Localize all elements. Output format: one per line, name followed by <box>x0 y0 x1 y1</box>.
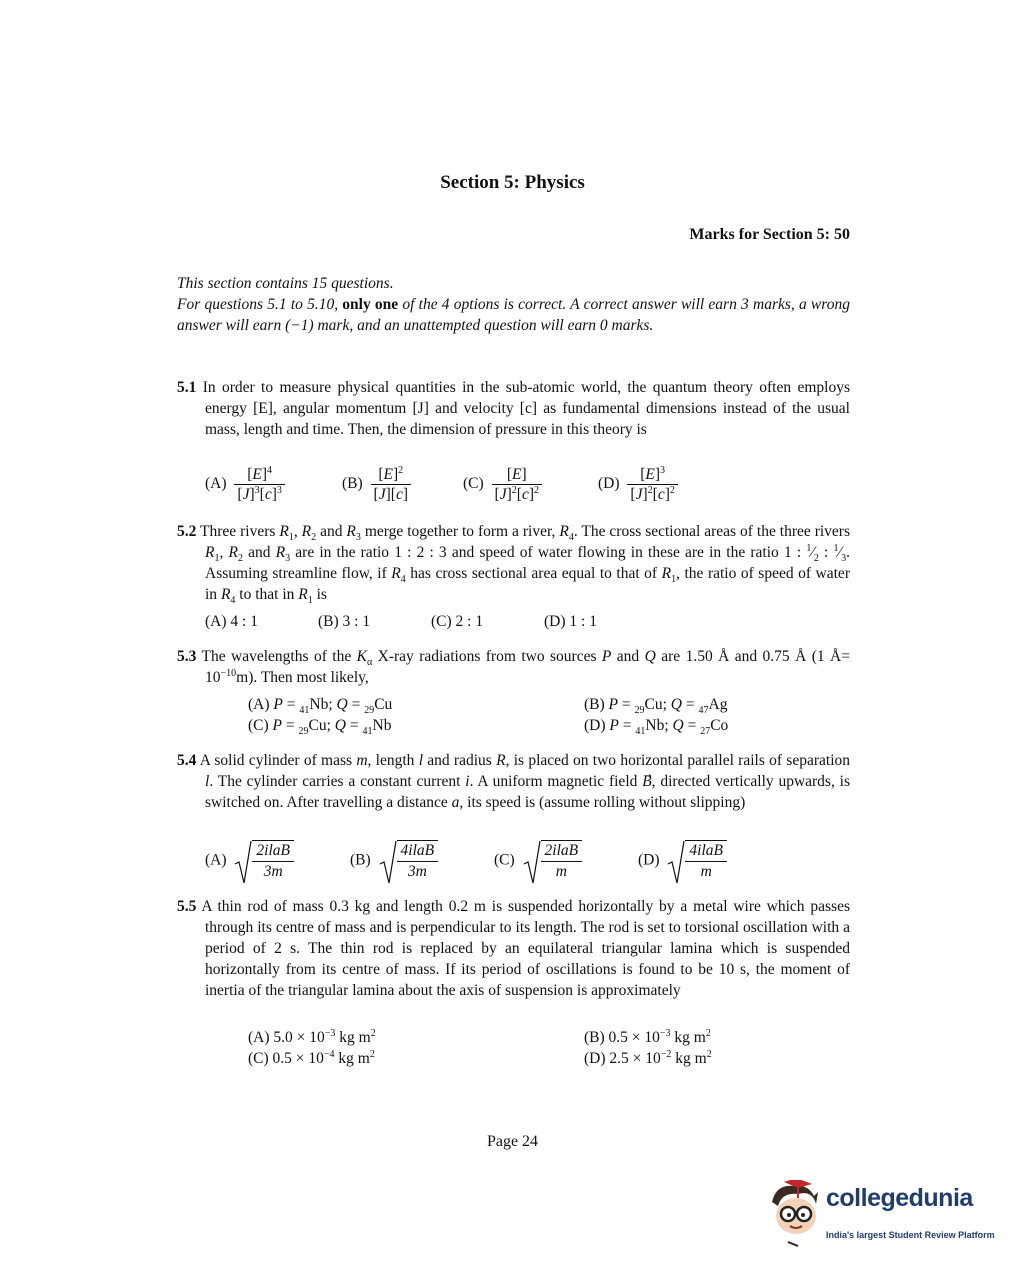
option-5-1-a: (A) $\frac{[E]^4}{[J]^3[c]^3}$ <box>205 465 285 504</box>
option-5-3-b: (B) P = $_{29}$Cu; Q = $_{47}$Ag <box>584 696 728 717</box>
option-5-5-a: (A) $5.0 \times 10^{-3}$ kg $m^2$ <box>248 1027 376 1046</box>
section-title: Section 5: Physics <box>440 172 585 193</box>
mascot-icon <box>768 1180 824 1250</box>
option-5-4-b: (B) 4ilaB 3m <box>350 840 438 882</box>
question-5-5: 5.5 A thin rod of mass 0.3 kg and length 0.2 m is suspended horizontally by a metal wire which passes through its centre of mass and is perpendicular to its length. The rod is set to torsional oscillation with a period of 2 s. The thin rod is replaced by an equilateral triangular lamina which is suspended horizontally from its centre of mass. If its period of oscillations is found to be 10 s, the moment of inertia of the triangular lamina about the axis of suspension is approximately <box>177 898 850 999</box>
option-5-5-d: (D) $2.5 \times 10^{-2}$ kg $m^2$ <box>584 1048 712 1067</box>
question-5-5-text: A thin rod of mass 0.3 kg and length 0.2 m is suspended horizontally by a metal wire which passes through its centre of mass and is perpendicular to its length. The rod is set to torsional oscillation with a period of 2 s. The thin rod is replaced by an equilateral triangular lamina which is suspended horizontally from its centre of mass. If its period of oscillations is found to be 10 s, the moment of inertia of the triangular lamina about the axis of suspension is approximately <box>201 898 850 999</box>
section-marks: Marks for Section 5: 50 <box>689 226 850 243</box>
option-5-1-d: (D) $\frac{[E]^3}{[J]^2[c]^2}$ <box>598 465 678 504</box>
question-5-1: 5.1 In order to measure physical quantities in the sub-atomic world, the quantum theory often employs energy [E], angular momentum [J] and velocity [c] as fundamental dimensions instead of the usual mass, length and time. Then, the dimension of pressure in this theory is <box>177 379 851 438</box>
option-5-5-c: (C) $0.5 \times 10^{-4}$ kg $m^2$ <box>248 1048 375 1067</box>
option-5-2-d: (D) 1 : 1 <box>544 613 597 630</box>
question-5-3: 5.3 The wavelengths of the $K_\alpha$ X-ray radiations from two sources P and Q are 1.50 Å and 0.75 Å (1 Å= $10^{-10}m$). Then most likely, <box>177 648 850 686</box>
option-5-3-c: (C) P = $_{29}$Cu; Q = $_{41}$Nb <box>248 717 392 738</box>
option-5-4-d: (D) 4ilaB m <box>638 840 727 882</box>
option-5-1-b: (B) $\frac{[E]^2}{[J][c]}$ <box>342 465 411 504</box>
brand-name: collegedunia <box>826 1184 973 1212</box>
question-5-2: 5.2 Three rivers $R_1$, $R_2$ and $R_3$ merge together to form a river, $R_4$. The cross sectional areas of the three rivers $R_1$, $R_2$ and $R_3$ are in the ratio 1 : 2 : 3 and speed of water flowing in these are in the ratio 1 : $^1⁄_2$ : $^1⁄_3$. Assuming streamline flow, if $R_4$ has cross sectional area equal to that of $R_1$, the ratio of speed of water in $R_4$ to that in $R_1$ is <box>177 523 850 607</box>
brand-tagline: India's largest Student Review Platform <box>826 1230 995 1240</box>
section-instructions <box>177 273 850 336</box>
question-5-4: 5.4 A solid cylinder of mass m, length l and radius R, is placed on two horizontal parallel rails of separation l. The cylinder carries a constant current i. A uniform magnetic field B⃗, directed vertically upwards, is switched on. After travelling a distance a, its speed is (assume rolling without slipping) <box>177 752 851 811</box>
question-5-1-text: In order to measure physical quantities in the sub-atomic world, the quantum theory often employs energy [E], angular momentum [J] and velocity [c] as fundamental dimensions instead of the usual mass, length and time. Then, the dimension of pressure in this theory is <box>202 379 851 438</box>
intro-line-2: For questions 5.1 to 5.10, only one of the 4 options is correct. A correct answer will earn 3 marks, a wrong answer will earn (−1) mark, and an unattempted question will earn 0 marks. <box>177 296 850 334</box>
option-5-2-a: (A) 4 : 1 <box>205 613 258 630</box>
collegedunia-logo <box>768 1180 998 1250</box>
option-5-1-c: (C) $\frac{[E]}{[J]^2[c]^2}$ <box>463 465 542 504</box>
option-5-4-c: (C) 2ilaB m <box>494 840 582 882</box>
page-number: Page 24 <box>486 1133 539 1150</box>
option-5-3-d: (D) P = $_{41}$Nb; Q = $_{27}$Co <box>584 717 729 738</box>
option-5-5-b: (B) $0.5 \times 10^{-3}$ kg $m^2$ <box>584 1027 711 1046</box>
option-5-4-a: (A) 2ilaB 3m <box>205 840 294 882</box>
option-5-2-c: (C) 2 : 1 <box>431 613 484 630</box>
intro-line-1: This section contains 15 questions. <box>177 275 394 292</box>
option-5-3-a: (A) P = $_{41}$Nb; Q = $_{29}$Cu <box>248 696 393 717</box>
option-5-2-b: (B) 3 : 1 <box>318 613 371 630</box>
